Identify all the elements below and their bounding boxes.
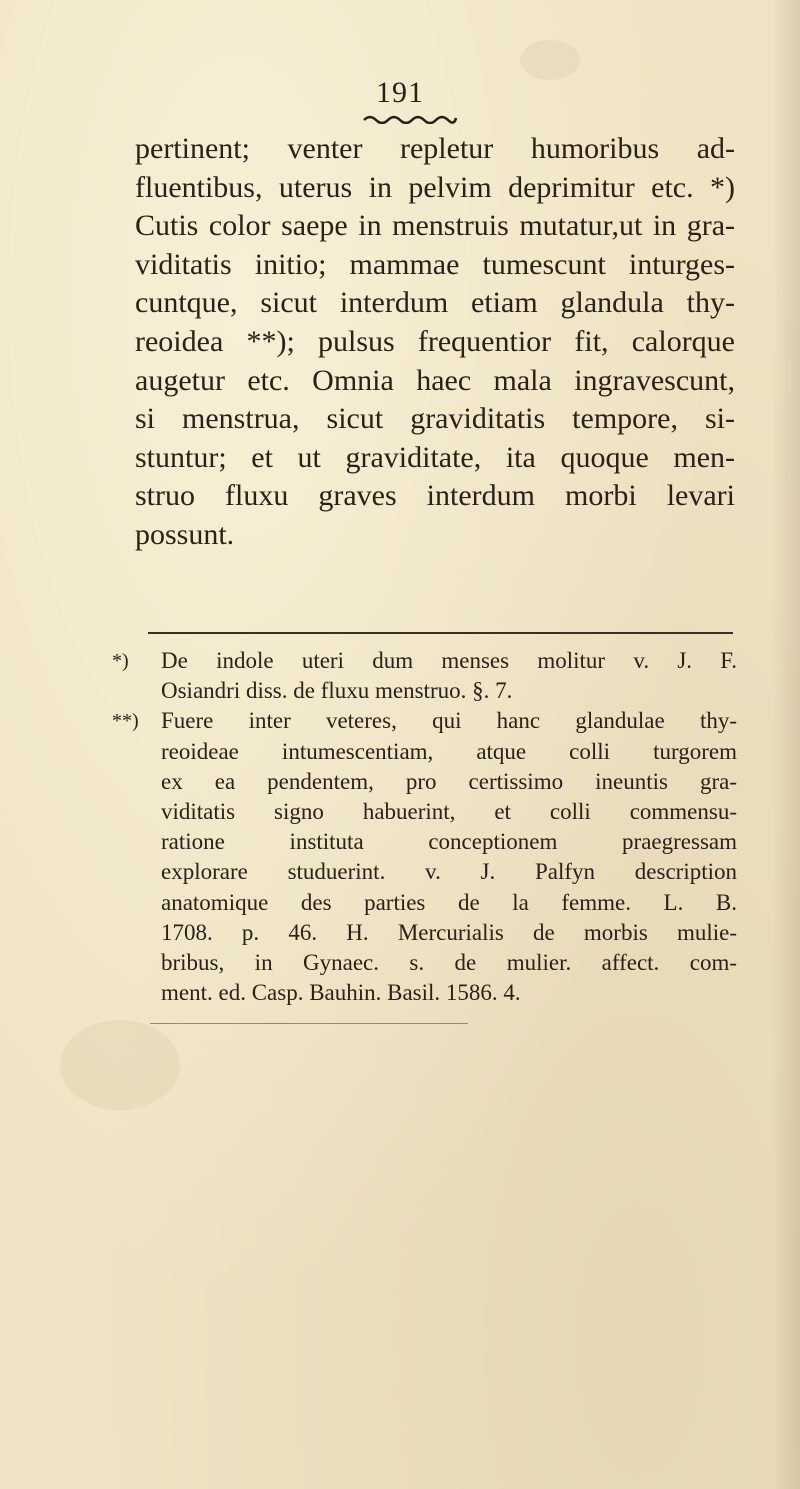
footnote-2-line: anatomique des parties de la femme. L. B. — [161, 889, 737, 915]
text-line: cuntque, sicut interdum etiam glandula thy- — [135, 286, 735, 320]
footnote-text: De indole uteri dum menses molitur v. J. F. — [161, 648, 737, 673]
footnote-2-line — [112, 706, 737, 736]
page-edge-shadow — [772, 0, 800, 1489]
footnote-text: Fuere inter veteres, qui hanc glandulae thy- — [161, 708, 737, 734]
bottom-rule — [150, 1023, 468, 1024]
footnote-1-line — [112, 646, 737, 676]
footnote-1-marker: *) — [112, 650, 129, 672]
main-body-text — [135, 130, 735, 555]
footnote-separator-rule — [148, 632, 733, 634]
wavy-ornament-icon — [362, 112, 458, 124]
footnote-2-line: reoideae intumescentiam, atque colli turgorem — [161, 738, 737, 764]
footnote-2-line: viditatis signo habuerint, et colli commensu- — [161, 798, 737, 824]
text-line: fluentibus, uterus in pelvim deprimitur etc. *) — [135, 170, 735, 204]
footnote-2-marker: **) — [112, 710, 139, 733]
footnote-2-line: bribus, in Gynaec. s. de mulier. affect. com- — [161, 949, 737, 975]
footnote-2-line: ment. ed. Casp. Bauhin. Basil. 1586. 4. — [161, 980, 521, 1006]
page-number: 191 — [376, 76, 424, 109]
text-line: stuntur; et ut graviditate, ita quoque men- — [135, 440, 735, 474]
footnote-1-line: Osiandri diss. de fluxu menstruo. §. 7. — [161, 678, 513, 704]
footnote-2-line: 1708. p. 46. H. Mercurialis de morbis mulie- — [161, 919, 737, 945]
text-line: Cutis color saepe in menstruis mutatur,ut in gra- — [135, 209, 735, 243]
footnotes — [112, 646, 737, 1008]
text-line: si menstrua, sicut graviditatis tempore, si- — [135, 402, 735, 436]
text-line: reoidea **); pulsus frequentior fit, calorque — [135, 324, 735, 358]
paper-stain — [60, 1020, 180, 1110]
footnote-2-line: ratione instituta conceptionem praegressam — [161, 829, 737, 855]
text-line: pertinent; venter repletur humoribus ad- — [135, 132, 735, 165]
text-line: possunt. — [135, 517, 235, 551]
text-line: viditatis initio; mammae tumescunt inturges- — [135, 247, 735, 281]
footnote-2-line: ex ea pendentem, pro certissimo ineuntis gra- — [161, 768, 737, 794]
paper-stain — [520, 40, 580, 80]
text-line: struo fluxu graves interdum morbi levari — [135, 479, 735, 513]
footnote-2-line: explorare studuerint. v. J. Palfyn description — [161, 859, 737, 885]
text-line: augetur etc. Omnia haec mala ingravescunt, — [135, 363, 735, 397]
